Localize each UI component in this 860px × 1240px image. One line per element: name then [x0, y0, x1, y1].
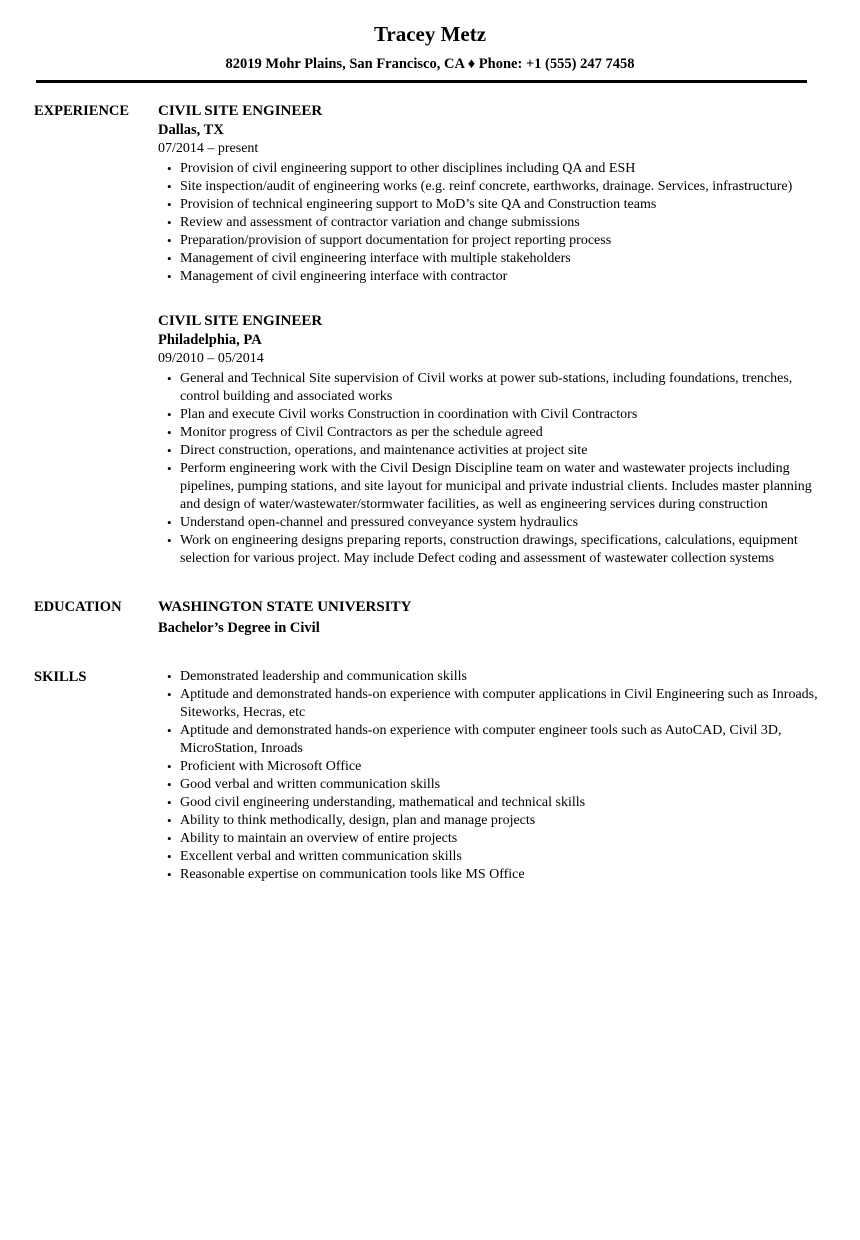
experience-label: EXPERIENCE [34, 103, 130, 119]
bullet-item: • General and Technical Site supervision of Civil works at power sub-stations, including foundations, trenches, control building and associated works [158, 370, 818, 406]
resume-body [0, 102, 860, 884]
bullet-item: • Ability to think methodically, design, plan and manage projects [158, 812, 818, 830]
resume-header [0, 0, 860, 73]
job-entry-1 [158, 102, 818, 286]
contact-line: 82019 Mohr Plains, San Francisco, CA ♦ Phone: +1 (555) 247 7458 [225, 56, 635, 72]
job-dates: 09/2010 – 05/2014 [158, 351, 264, 366]
bullet-item: • Site inspection/audit of engineering works (e.g. reinf concrete, earthworks, drainage. Services, infrastructure) [158, 178, 818, 196]
bullet-item: • Provision of technical engineering support to MoD’s site QA and Construction teams [158, 196, 818, 214]
section-skills [0, 668, 860, 884]
experience-content [158, 102, 818, 568]
job-title: CIVIL SITE ENGINEER [158, 103, 323, 119]
education-label: EDUCATION [34, 599, 122, 615]
job-title: CIVIL SITE ENGINEER [158, 313, 323, 329]
skills-content [158, 668, 818, 884]
bullet-item: • Perform engineering work with the Civil Design Discipline team on water and wastewater projects including pipelines, pumping stations, and site layout for municipal and private industrial clients. Includes master planning and design of water/wastewater/stormwater facilities, as well as engineering services during construction [158, 460, 818, 514]
job-location: Dallas, TX [158, 122, 224, 138]
bullet-item: • Plan and execute Civil works Construction in coordination with Civil Contractors [158, 406, 818, 424]
bullet-item: • Understand open-channel and pressured conveyance system hydraulics [158, 514, 818, 532]
bullet-item: • Review and assessment of contractor variation and change submissions [158, 214, 818, 232]
bullet-item: • Direct construction, operations, and maintenance activities at project site [158, 442, 818, 460]
bullet-item: • Aptitude and demonstrated hands-on experience with computer applications in Civil Engineering such as Inroads, Siteworks, Hecras, etc [158, 686, 818, 722]
bullet-item: • Preparation/provision of support documentation for project reporting process [158, 232, 818, 250]
job-dates: 07/2014 – present [158, 141, 259, 156]
header-rule [36, 80, 807, 83]
bullet-item: • Work on engineering designs preparing reports, construction drawings, specifications, calculations, equipment selection for various project. May include Defect coding and assessment of wastewater collection systems [158, 532, 818, 568]
job-bullet-list [158, 370, 818, 568]
bullet-item: • Reasonable expertise on communication tools like MS Office [158, 866, 818, 884]
bullet-item: • Provision of civil engineering support to other disciplines including QA and ESH [158, 160, 818, 178]
bullet-item: • Proficient with Microsoft Office [158, 758, 818, 776]
job-location: Philadelphia, PA [158, 332, 262, 348]
bullet-item: • Management of civil engineering interface with contractor [158, 268, 818, 286]
bullet-item: • Good verbal and written communication skills [158, 776, 818, 794]
bullet-item: • Excellent verbal and written communication skills [158, 848, 818, 866]
bullet-item: • Monitor progress of Civil Contractors as per the schedule agreed [158, 424, 818, 442]
bullet-item: • Good civil engineering understanding, mathematical and technical skills [158, 794, 818, 812]
job-bullet-list [158, 160, 818, 286]
person-name: Tracey Metz [373, 22, 487, 46]
bullet-item: • Ability to maintain an overview of entire projects [158, 830, 818, 848]
bullet-item: • Aptitude and demonstrated hands-on experience with computer engineer tools such as AutoCAD, Civil 3D, MicroStation, Inroads [158, 722, 818, 758]
school-name: WASHINGTON STATE UNIVERSITY [158, 599, 412, 615]
skills-bullet-list [158, 668, 818, 884]
section-experience [0, 102, 860, 568]
skills-label: SKILLS [34, 669, 87, 685]
job-entry-2 [158, 312, 818, 568]
section-education [0, 598, 860, 638]
bullet-item: • Demonstrated leadership and communication skills [158, 668, 818, 686]
degree: Bachelor’s Degree in Civil [158, 620, 320, 636]
education-content [158, 598, 818, 638]
bullet-item: • Management of civil engineering interface with multiple stakeholders [158, 250, 818, 268]
